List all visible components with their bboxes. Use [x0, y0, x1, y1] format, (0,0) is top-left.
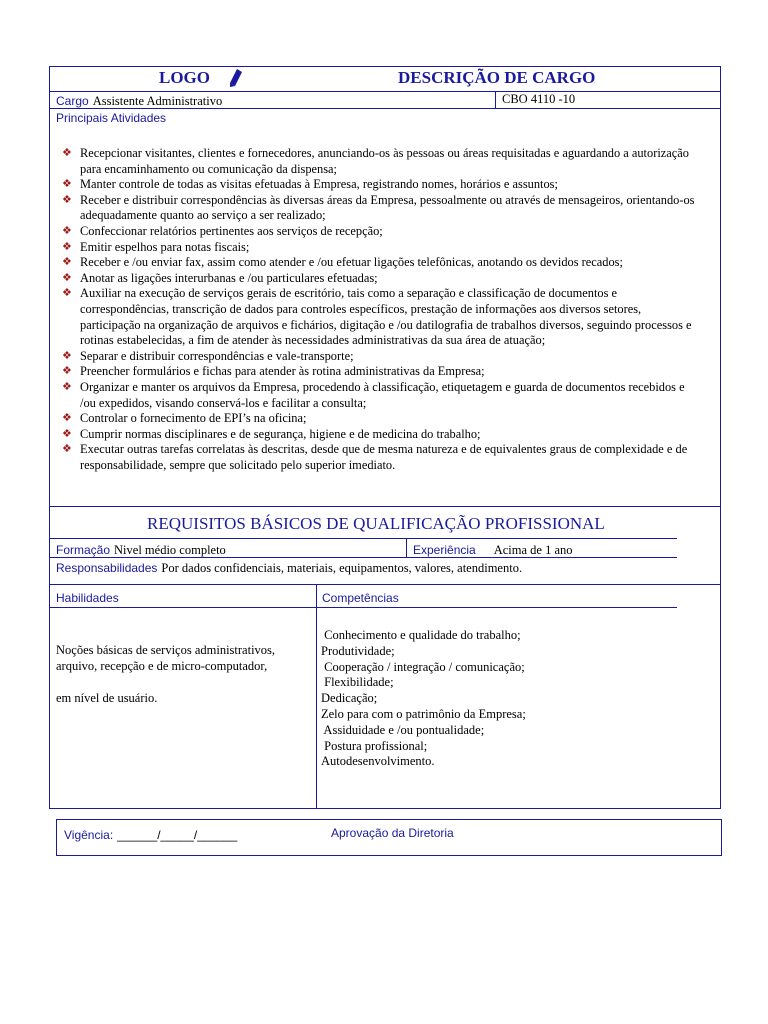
cargo-value: Assistente Administrativo [92, 94, 223, 108]
divider [49, 538, 677, 539]
atividade-text: Preencher formulários e fichas para atender às rotina administrativas da Empresa; [80, 364, 485, 379]
habilidades-line: arquivo, recepção e de micro-computador, [56, 659, 268, 673]
atividade-item [62, 364, 702, 380]
diamond-bullet-icon: ❖ [62, 287, 72, 300]
competencia-item: Zelo para com o patrimônio da Empresa; [321, 706, 526, 721]
divider [49, 607, 677, 608]
competencia-item: Produtividade; [321, 643, 395, 658]
atividade-item [62, 380, 702, 411]
experiencia-value: Acima de 1 ano [493, 543, 573, 557]
atividade-item [62, 442, 702, 473]
atividade-text: Emitir espelhos para notas fiscais; [80, 239, 250, 254]
diamond-bullet-icon: ❖ [62, 193, 72, 206]
atividade-text: Executar outras tarefas correlatas às descritas, desde que de mesma natureza e de equivalentes graus de complexidade e de responsabilidade, sempre que solicitado pelo superior imediato. [80, 442, 688, 472]
diamond-bullet-icon: ❖ [62, 443, 72, 456]
divider [406, 538, 407, 557]
diamond-bullet-icon: ❖ [62, 256, 72, 269]
diamond-bullet-icon: ❖ [62, 349, 72, 362]
atividade-text: Manter controle de todas as visitas efetuadas à Empresa, registrando nomes, horários e assuntos; [80, 177, 558, 192]
atividade-text: Cumprir normas disciplinares e de segurança, higiene e de medicina do trabalho; [80, 426, 481, 441]
responsabilidades-field [56, 559, 522, 577]
atividades-label: Principais Atividades [56, 111, 167, 125]
atividade-text: Confeccionar relatórios pertinentes aos serviços de recepção; [80, 223, 383, 238]
vigencia-field [64, 826, 237, 844]
divider [49, 584, 721, 585]
divider [49, 557, 677, 558]
atividade-item [62, 271, 702, 287]
atividade-text: Recepcionar visitantes, clientes e fornecedores, anunciando-os às pessoas ou áreas requisitadas e aguardando a autorização para encaminhamento ou comunicação da dispensa; [80, 146, 689, 176]
divider [316, 584, 317, 809]
competencia-item: Postura profissional; [321, 738, 428, 753]
experiencia-label: Experiência [413, 543, 476, 557]
diamond-bullet-icon: ❖ [62, 240, 72, 253]
aprovacao-label: Aprovação da Diretoria [331, 826, 454, 840]
atividade-text: Organizar e manter os arquivos da Empresa, procedendo à classificação, etiquetagem e guarda de documentos recebidos e /ou expedidos, visando conservá-los e facilitar a consulta; [80, 379, 685, 410]
competencia-item: Assiduidade e /ou pontualidade; [321, 722, 485, 737]
atividade-item [62, 193, 702, 224]
atividades-list [62, 146, 702, 473]
atividade-text: Auxiliar na execução de serviços gerais de escritório, tais como a separação e classificação de documentos e correspondências, transcrição de dados para controles específicos, prestação de informações aos diversos setores, participação na organização de arquivos e fichários, digitação e /ou datilografia de trabalhos diversos, seguindo processos e rotinas estabelecidas, a fim de atender às necessidades administrativas da sua área de atuação; [80, 286, 692, 348]
responsabilidades-label: Responsabilidades [56, 561, 158, 575]
competencia-item: Conhecimento e qualidade do trabalho; [321, 628, 521, 642]
atividade-item [62, 224, 702, 240]
atividade-item [62, 411, 702, 427]
competencias-label: Competências [322, 591, 399, 605]
diamond-bullet-icon: ❖ [62, 380, 72, 393]
diamond-bullet-icon: ❖ [62, 427, 72, 440]
atividade-text: Controlar o fornecimento de EPI’s na oficina; [80, 411, 307, 426]
atividade-item [62, 146, 702, 177]
habilidades-line: Noções básicas de serviços administrativos, [56, 643, 276, 657]
diamond-bullet-icon: ❖ [62, 271, 72, 284]
atividade-item [62, 286, 702, 348]
cbo-code: CBO 4110 -10 [502, 92, 576, 106]
atividade-item [62, 349, 702, 365]
page-title: DESCRIÇÃO DE CARGO [398, 68, 596, 87]
atividade-item [62, 427, 702, 443]
diamond-bullet-icon: ❖ [62, 147, 72, 159]
atividade-item [62, 255, 702, 271]
atividade-text: Anotar as ligações interurbanas e /ou particulares efetuadas; [80, 270, 378, 285]
habilidades-label: Habilidades [56, 591, 119, 605]
diamond-bullet-icon: ❖ [62, 178, 72, 191]
diamond-bullet-icon: ❖ [62, 412, 72, 425]
vigencia-value: ______/_____/______ [117, 828, 238, 842]
atividade-text: Separar e distribuir correspondências e vale-transporte; [80, 348, 354, 363]
pencil-icon [228, 68, 244, 93]
divider [49, 108, 721, 109]
competencia-item: Flexibilidade; [321, 675, 394, 690]
diamond-bullet-icon: ❖ [62, 224, 72, 237]
requisitos-title: REQUISITOS BÁSICOS DE QUALIFICAÇÃO PROFISSIONAL [147, 514, 605, 533]
cargo-label: Cargo [56, 94, 89, 108]
atividade-text: Receber e distribuir correspondências às diversas áreas da Empresa, pessoalmente ou através de mensageiros, orientando-os adequadamente quanto ao serviço a ser realizado; [80, 192, 695, 223]
atividade-item [62, 177, 702, 193]
competencias-list [321, 628, 526, 770]
atividade-text: Receber e /ou enviar fax, assim como atender e /ou efetuar ligações telefônicas, anotando os devidos recados; [80, 255, 623, 270]
atividade-item [62, 240, 702, 256]
vigencia-label: Vigência: [64, 828, 114, 842]
formacao-value: Nivel médio completo [114, 543, 226, 557]
habilidades-line: em nível de usuário. [56, 691, 158, 705]
competencia-item: Dedicação; [321, 691, 378, 706]
divider [495, 91, 496, 108]
logo-text: LOGO [159, 68, 211, 87]
divider [49, 506, 721, 507]
formacao-label: Formação [56, 543, 111, 557]
responsabilidades-value: Por dados confidenciais, materiais, equipamentos, valores, atendimento. [161, 561, 523, 575]
diamond-bullet-icon: ❖ [62, 365, 72, 378]
competencia-item: Autodesenvolvimento. [321, 754, 435, 769]
competencia-item: Cooperação / integração / comunicação; [321, 659, 525, 674]
